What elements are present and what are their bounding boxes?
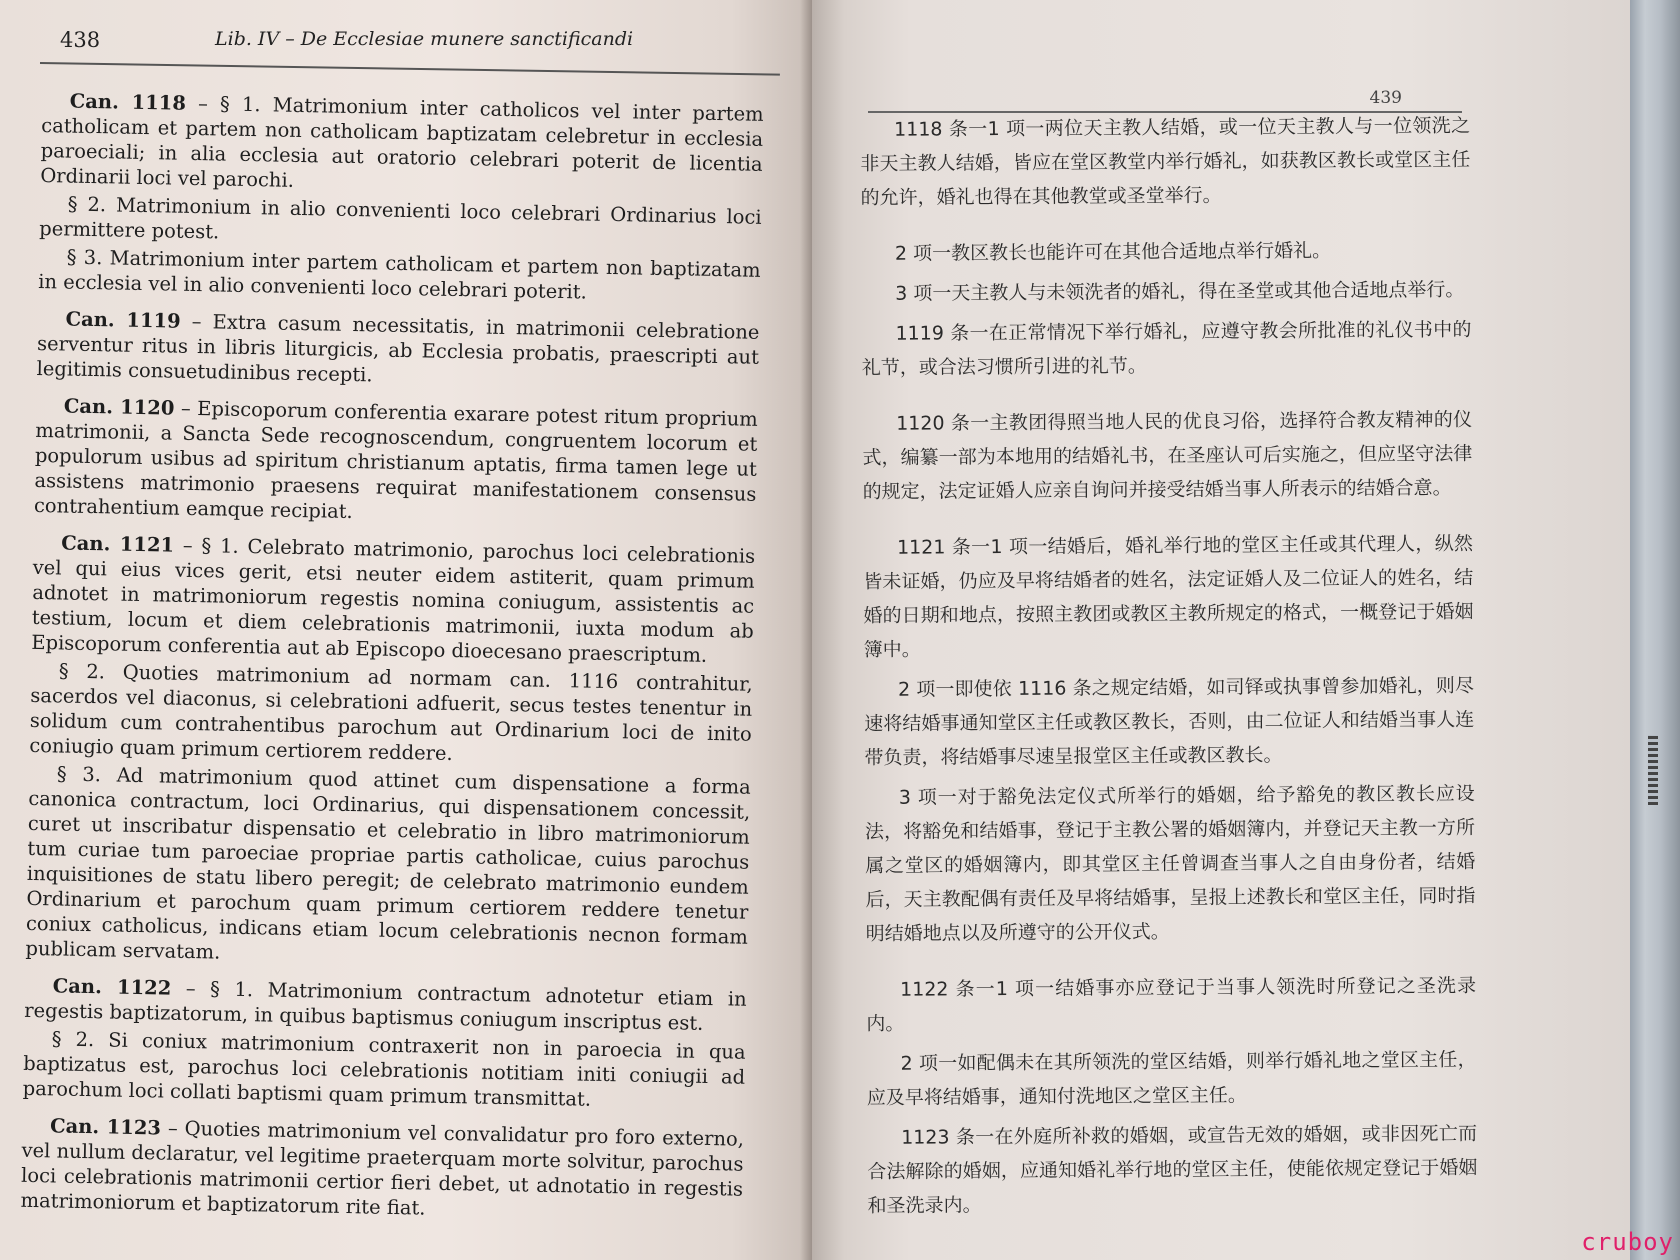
canon-1121-zh-p3: 3 项一对于豁免法定仪式所举行的婚姻，给予豁免的教区教长应设法，将豁免和结婚事，登记于主教公署的婚姻簿内，并登记天主教一方所属之堂区的婚姻簿内，即其堂区主任曾调查当事人之自由身份者，结婚后，天主教配偶有责任及早将结婚事，呈报上述教长和堂区主任，同时指明结婚地点以及所遵守的公开仪式。: [864, 782, 1476, 945]
canon-1122-zh-p1: 1122 条一1 项一结婚事亦应登记于当事人领洗时所登记之圣洗录内。: [866, 974, 1477, 1035]
canon-1119: Can. 1119 – Extra casum necessitatis, in matrimonii celebratione serventur ritus in libris liturgicis, ab Ecclesia probatis, praescripti aut legitimis consuetudinibus recepti.: [36, 307, 760, 387]
canon-1121-p2: § 2. Quoties matrimonium ad normam can. 1116 contrahitur, sacerdos vel diaconus, si celebrationi adfuerit, secus testes tenentur in solidum cum contrahentibus parochum aut Ordinarium loci de inito coniugio quam primum certiorem reddere.: [29, 659, 753, 766]
left-page-number: 438: [60, 28, 101, 52]
right-page-header: [812, 84, 1452, 112]
canon-1119-zh: 1119 条一在正常情况下举行婚礼，应遵守教会所批准的礼仪书中的礼节，或合法习惯所引进的礼节。: [861, 318, 1472, 379]
page-block-edge: [1630, 0, 1680, 1260]
canon-1122-p2: § 2. Si coniux matrimonium contraxerit non in paroecia in qua baptizatus est, parochus loci celebrationis notitiam initi coniugii ad parochum loci collati baptismi quam primum transmittat.: [22, 1027, 746, 1111]
canon-1118-zh-p3: 3 项一天主教人与未领洗者的婚礼，得在圣堂或其他合适地点举行。: [895, 278, 1465, 305]
canon-1122-p1: Can. 1122 – § 1. Matrimonium contractum adnotetur etiam in regestis baptizatorum, in quibus baptismus coniugum inscriptus est.: [24, 974, 747, 1035]
canon-1118-zh-p2: 2 项一教区教长也能许可在其他合适地点举行婚礼。: [894, 239, 1332, 265]
canon-1121-p1: Can. 1121 – § 1. Celebrato matrimonio, parochus loci celebrationis vel qui eius vices gerit, etsi neuter eidem astiterit, quam primum adnotet in matrimoniorum regestis nomina coniugum, assistentis ac testium, locum et diem celebrationis matrimonii, iuxta modum ab Episcoporum conferentia aut ab Episcopo dioecesano praescriptum.: [31, 531, 756, 667]
right-page: [812, 0, 1630, 1260]
canon-1118-p3: § 3. Matrimonium inter partem catholicam et partem non baptizatam in ecclesia vel in alio convenienti loco celebrari poterit.: [38, 245, 761, 304]
left-header-rule: [40, 62, 780, 76]
canon-1120: Can. 1120 – Episcoporum conferentia exarare potest ritum proprium matrimonii, a Sancta Sede recognoscendum, congruentem locorum et populorum usibus ad spiritum christianum aptatis, firma tamen lege ut assistens matrimonio praesens requirat manifestationem consensus contrahentium eamque recipiat.: [33, 394, 758, 524]
canon-1123-zh: 1123 条一在外庭所补救的婚姻，或宣告无效的婚姻，或非因死亡而合法解除的婚姻，应通知婚礼举行地的堂区主任，使能依规定登记于婚姻和圣洗录内。: [867, 1122, 1478, 1217]
left-page: [0, 0, 812, 1260]
chinese-canon-text: [860, 109, 1478, 1229]
edge-tab-mark: [1648, 735, 1658, 805]
watermark: cruboy: [1581, 1228, 1674, 1256]
canon-1118-p2: § 2. Matrimonium in alio convenienti loco celebrari Ordinarius loci permittere potest.: [39, 192, 762, 244]
canon-1118-zh-p1: 1118 条一1 项一两位天主教人结婚，或一位天主教人与一位领洗之非天主教人结婚，皆应在堂区教堂内举行婚礼，如获教区教长或堂区主任的允许，婚礼也得在其他教堂或圣堂举行。: [860, 114, 1471, 209]
canon-1123: Can. 1123 – Quoties matrimonium vel convalidatur pro foro externo, vel nullum declaratur, vel legitime praeterquam morte solvitur, parochus loci celebrationis matrimonii certior fieri debet, ut adnotatio in regestis matrimoniorum et baptizatorum rite fiat.: [20, 1114, 745, 1220]
canon-1118-p1: Can. 1118 – § 1. Matrimonium inter catholicos vel inter partem catholicam et partem non catholicam baptizatam celebretur in ecclesia paroeciali; in alia ecclesia aut oratorio celebrari poterit de licentia Ordinarii loci vel parochi.: [40, 89, 764, 192]
left-page-header: [60, 28, 800, 60]
canon-1121-p3: § 3. Ad matrimonium quod attinet cum dispensatione a forma canonica contractum, loci Ordinarius, qui dispensationem concessit, curet ut inscribatur dispensatio et celebratio in libro matrimoniorum tum curiae tum paroeciae propriae partis catholicae, cuius parochus inquisitiones de statu libero peregit; de celebrato matrimonio eundem Ordinarium et parochum quam primum certiorem reddere tenetur coniux catholicus, indicans etiam locum celebrationis necnon formam publicam servatam.: [25, 762, 751, 964]
canon-1120-zh: 1120 条一主教团得照当地人民的优良习俗，选择符合教友精神的仪式，编纂一部为本地用的结婚礼书，在圣座认可后实施之，但应坚守法律的规定，法定证婚人应亲自询问并接受结婚当事人所表示的结婚合意。: [862, 408, 1473, 503]
canon-1121-zh-p1: 1121 条一1 项一结婚后，婚礼举行地的堂区主任或其代理人，纵然皆未证婚，仍应及早将结婚者的姓名，法定证婚人及二位证人的姓名，结婚的日期和地点，按照主教团或教区主教所规定的格式，一概登记于婚姻簿中。: [863, 532, 1474, 661]
running-head: Lib. IV – De Ecclesiae munere sanctificandi: [215, 28, 634, 50]
right-page-number: 439: [1369, 88, 1402, 108]
canon-1122-zh-p2: 2 项一如配偶未在其所领洗的堂区结婚，则举行婚礼地之堂区主任，应及早将结婚事，通知付洗地区之堂区主任。: [866, 1048, 1477, 1109]
canon-1121-zh-p2: 2 项一即使依 1116 条之规定结婚，如司铎或执事曾参加婚礼，则尽速将结婚事通知堂区主任或教区教长，否则，由二位证人和结婚当事人连带负责，将结婚事尽速呈报堂区主任或教区教长。: [864, 674, 1475, 769]
latin-canon-text: [20, 88, 764, 1230]
